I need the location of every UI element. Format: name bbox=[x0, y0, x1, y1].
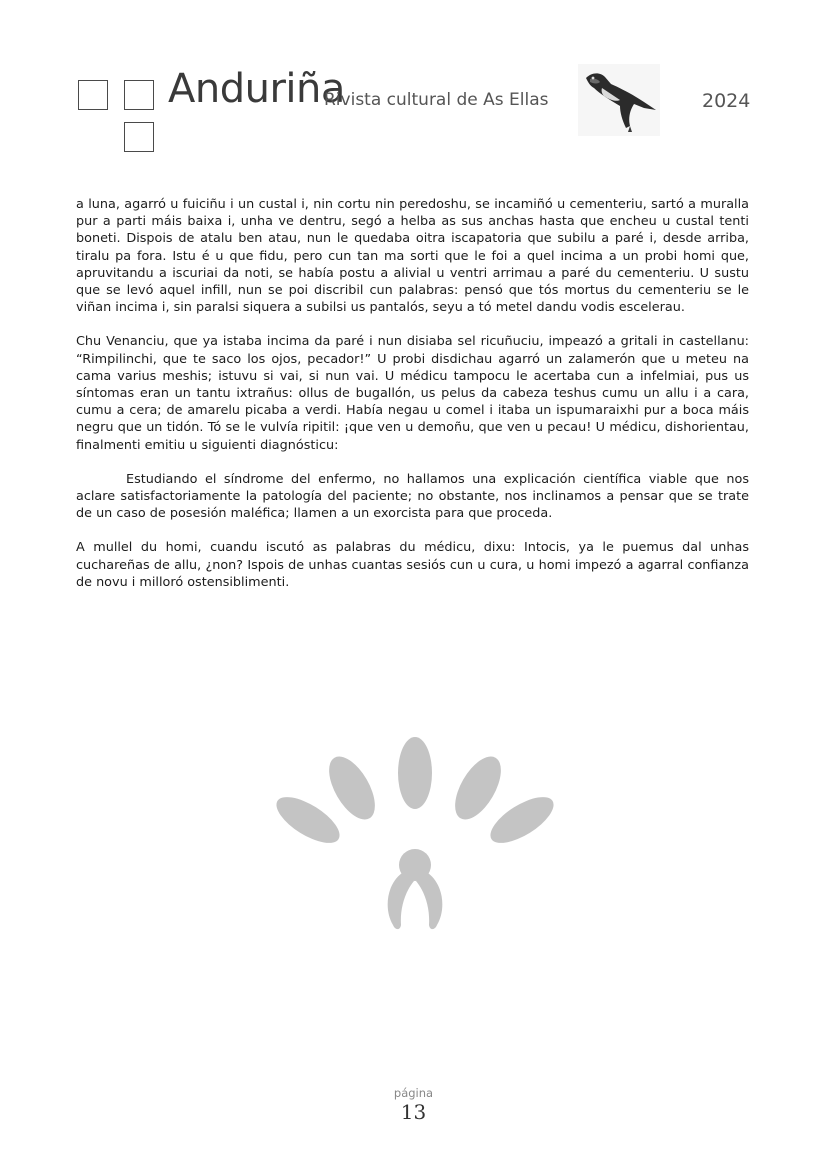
page-label: página bbox=[393, 1086, 434, 1100]
flower-logo-watermark bbox=[260, 735, 570, 940]
magazine-title: Anduriña bbox=[168, 66, 345, 112]
decorative-square bbox=[124, 122, 154, 152]
decorative-square bbox=[78, 80, 108, 110]
paragraph: Chu Venanciu, que ya istaba incima da paré i nun disiaba sel ricuñuciu, impeazó a gritali in castellanu: “Rimpilinchi, que te saco los ojos, pecador!” U probi disdichau agarró un zalamerón que u meteu na cama varius meshis; istuvu si vai, si nun vai. U médicu tampocu le acertaba cun a infelmiai, pus us síntomas eran un tantu ixtrañus: ollus de bugallón, us pelus da cabeza teshus cumu un allu i a cara, cumu a cera; de amarelu picaba a verdi. Había negau u comel i itaba un ispumaraixhi pur a boca máis negru que un tidón. Tó se le vulvía ripitil: ¡que ven u demoñu, que ven u pecau! U médicu, dishorientau, finalmenti emitiu u siguienti diagnósticu: bbox=[76, 334, 749, 453]
article-body bbox=[76, 196, 749, 608]
quoted-diagnosis: Estudiando el síndrome del enfermo, no hallamos una explicación científica viable que nos aclare satisfactoriamente la patología del paciente; no obstante, nos inclinamos a pensar que se trate de un caso de posesión maléfica; llamen a un exorcista para que proceda. bbox=[76, 471, 749, 522]
swallow-bird-icon bbox=[578, 64, 660, 136]
paragraph: A mullel du homi, cuandu iscutó as palabras du médicu, dixu: Intocis, ya le puemus dal unhas cuchareñas de allu, ¿non? Ispois de unhas cuantas sesiós cun u cura, u homi impezó a agarral confianza de novu i milloró ostensiblimenti. bbox=[76, 540, 749, 590]
issue-year: 2024 bbox=[702, 90, 751, 112]
magazine-subtitle: Rivista cultural de As Ellas bbox=[324, 90, 549, 110]
paragraph: a luna, agarró u fuiciñu i un custal i, nin cortu nin peredoshu, se incamiñó u cementeriu, sartó a muralla pur a parti máis baixa i, unha ve dentru, segó a helba as sus anchas hasta que encheu u custal tenti boneti. Dispois de atalu ben atau, nun le quedaba oitra iscapatoria que subilu a paré i, desde arriba, tiralu pa fora. Istu é u que fidu, pero cun tan ma sorti que le foi a quel incima a un probi homi que, apruvitandu a iscuriai da noti, se había postu a alivial u ventri arrimau a paré du cementeriu. U sustu que se levó aquel infill, nun se poi discribil cun palabras: pensó que tós mortus du cementeriu se le viñan incima i, sin paralsi siquera a subilsi us pantalós, seyu a tó metel dandu vodis escelerau. bbox=[76, 197, 749, 316]
page-number: 13 bbox=[400, 1100, 427, 1124]
decorative-square bbox=[124, 80, 154, 110]
